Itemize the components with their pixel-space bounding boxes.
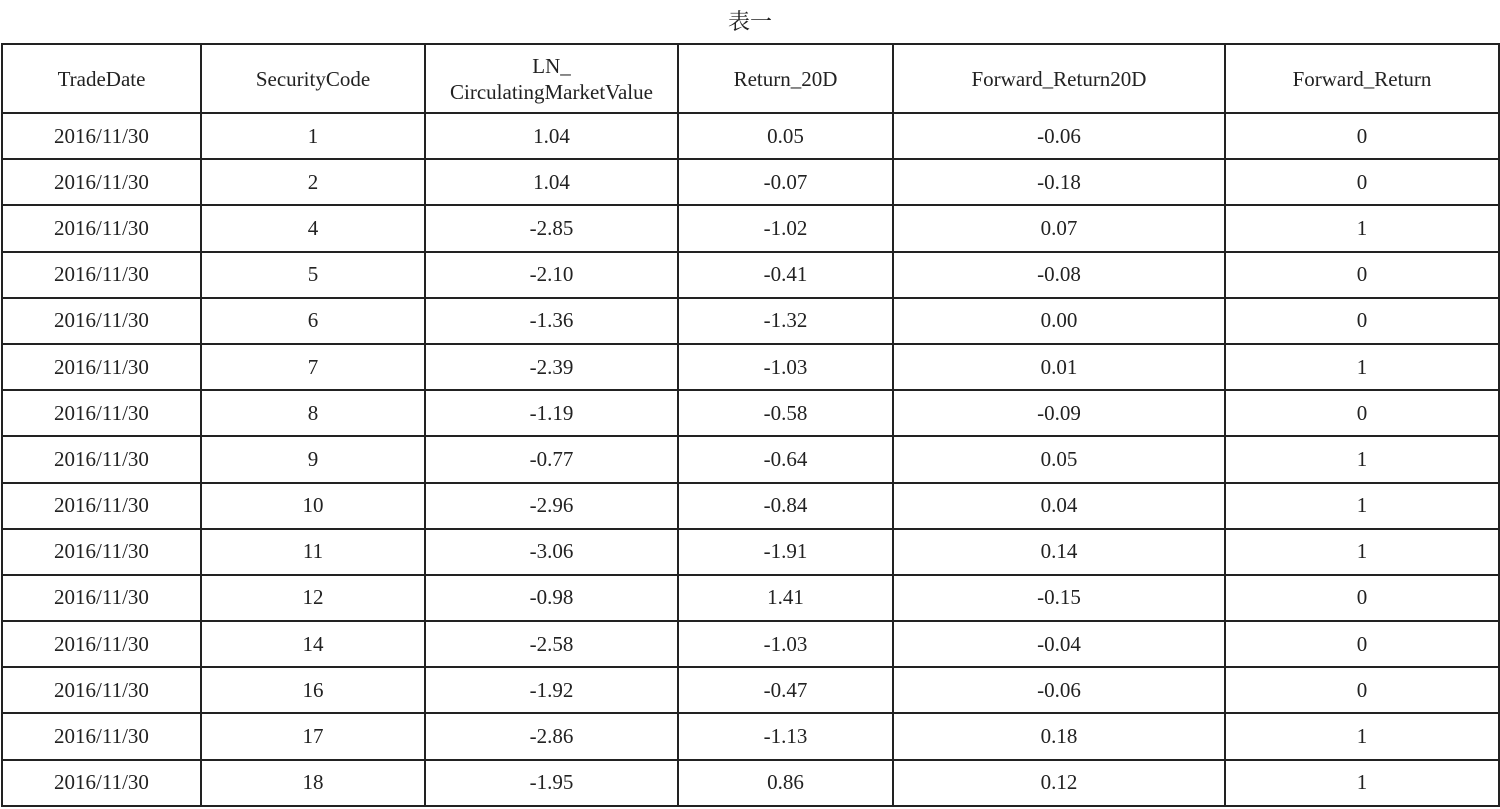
header-row: [2, 44, 1499, 113]
table-cell: 2016/11/30: [2, 667, 201, 713]
table-cell: -2.10: [425, 252, 678, 298]
table-cell: 0: [1225, 575, 1499, 621]
column-header-label: Forward_Return: [1292, 66, 1432, 91]
table-cell: 1: [1225, 760, 1499, 806]
column-header-label: CirculatingMarketValue: [450, 79, 653, 104]
table-cell: -0.98: [425, 575, 678, 621]
table-cell: 1.04: [425, 159, 678, 205]
table-row: [2, 713, 1499, 759]
table-cell: 2016/11/30: [2, 252, 201, 298]
table-cell: -2.86: [425, 713, 678, 759]
table-cell: -0.06: [893, 667, 1225, 713]
table-cell: 0.12: [893, 760, 1225, 806]
table-cell: -1.03: [678, 621, 893, 667]
table-caption: 表一: [727, 10, 772, 35]
table-cell: 2016/11/30: [2, 205, 201, 251]
table-row: [2, 252, 1499, 298]
table-cell: 1.04: [425, 113, 678, 159]
column-header: [2, 44, 201, 113]
table-cell: -1.92: [425, 667, 678, 713]
table-cell: 1: [1225, 713, 1499, 759]
table-cell: 0.07: [893, 205, 1225, 251]
table-cell: -0.06: [893, 113, 1225, 159]
table-cell: 0.04: [893, 483, 1225, 529]
table-cell: -0.58: [678, 390, 893, 436]
table-cell: 0: [1225, 390, 1499, 436]
table-cell: 2016/11/30: [2, 621, 201, 667]
table-cell: 0.05: [678, 113, 893, 159]
table-cell: 7: [201, 344, 425, 390]
table-cell: 1: [1225, 483, 1499, 529]
table-cell: 1.41: [678, 575, 893, 621]
table-cell: 0.05: [893, 436, 1225, 482]
table-cell: 0.00: [893, 298, 1225, 344]
table-cell: 1: [1225, 205, 1499, 251]
table-cell: -0.64: [678, 436, 893, 482]
table-body: [2, 113, 1499, 806]
table-cell: 0: [1225, 298, 1499, 344]
table-cell: -0.47: [678, 667, 893, 713]
table-cell: 0.14: [893, 529, 1225, 575]
table-cell: 17: [201, 713, 425, 759]
table-cell: 2016/11/30: [2, 390, 201, 436]
column-header: [678, 44, 893, 113]
table-cell: 5: [201, 252, 425, 298]
table-cell: 18: [201, 760, 425, 806]
column-header: [425, 44, 678, 113]
table-cell: 10: [201, 483, 425, 529]
table-row: [2, 760, 1499, 806]
table-cell: -0.84: [678, 483, 893, 529]
column-header-label: LN_: [532, 53, 571, 78]
table-cell: -3.06: [425, 529, 678, 575]
table-cell: 2016/11/30: [2, 159, 201, 205]
table-row: [2, 621, 1499, 667]
column-header-label: SecurityCode: [255, 66, 371, 91]
table-row: [2, 205, 1499, 251]
table-cell: -1.95: [425, 760, 678, 806]
table-cell: 0: [1225, 667, 1499, 713]
table-row: [2, 390, 1499, 436]
table-cell: -1.13: [678, 713, 893, 759]
table-cell: -0.07: [678, 159, 893, 205]
table-cell: -2.58: [425, 621, 678, 667]
column-header: [893, 44, 1225, 113]
data-table: [1, 43, 1500, 807]
column-header-label: Forward_Return20D: [971, 66, 1147, 91]
table-cell: -0.15: [893, 575, 1225, 621]
table-cell: 2016/11/30: [2, 113, 201, 159]
table-row: [2, 159, 1499, 205]
table-cell: 2016/11/30: [2, 436, 201, 482]
table-cell: 2016/11/30: [2, 529, 201, 575]
table-row: [2, 113, 1499, 159]
table-cell: -1.19: [425, 390, 678, 436]
table-cell: -2.39: [425, 344, 678, 390]
table-cell: 11: [201, 529, 425, 575]
table-cell: 0.86: [678, 760, 893, 806]
table-cell: 2016/11/30: [2, 298, 201, 344]
table-row: [2, 529, 1499, 575]
table-cell: 0: [1225, 159, 1499, 205]
table-cell: 16: [201, 667, 425, 713]
table-row: [2, 483, 1499, 529]
table-cell: 0: [1225, 113, 1499, 159]
table-cell: -0.18: [893, 159, 1225, 205]
column-header: [1225, 44, 1499, 113]
table-row: [2, 667, 1499, 713]
column-header: [201, 44, 425, 113]
table-cell: 1: [1225, 344, 1499, 390]
table-cell: 9: [201, 436, 425, 482]
table-cell: 14: [201, 621, 425, 667]
table-cell: 2016/11/30: [2, 760, 201, 806]
table-cell: -2.96: [425, 483, 678, 529]
table-row: [2, 575, 1499, 621]
table-cell: -0.04: [893, 621, 1225, 667]
table-cell: -1.02: [678, 205, 893, 251]
table-header: [2, 44, 1499, 113]
table-cell: 8: [201, 390, 425, 436]
table-cell: 2: [201, 159, 425, 205]
table-row: [2, 298, 1499, 344]
table-cell: 2016/11/30: [2, 575, 201, 621]
table-row: [2, 344, 1499, 390]
table-cell: 1: [1225, 529, 1499, 575]
table-cell: 12: [201, 575, 425, 621]
table-cell: -1.36: [425, 298, 678, 344]
table-row: [2, 436, 1499, 482]
table-cell: 1: [1225, 436, 1499, 482]
table-cell: -0.41: [678, 252, 893, 298]
table-cell: 0.18: [893, 713, 1225, 759]
table-cell: 6: [201, 298, 425, 344]
table-cell: 2016/11/30: [2, 483, 201, 529]
table-cell: 0: [1225, 252, 1499, 298]
table-cell: -0.09: [893, 390, 1225, 436]
column-header-label: TradeDate: [57, 66, 146, 91]
table-cell: 0.01: [893, 344, 1225, 390]
table-cell: -1.91: [678, 529, 893, 575]
table-cell: 2016/11/30: [2, 713, 201, 759]
table-cell: -2.85: [425, 205, 678, 251]
table-cell: -0.08: [893, 252, 1225, 298]
table-cell: 2016/11/30: [2, 344, 201, 390]
table-cell: -0.77: [425, 436, 678, 482]
table-cell: 4: [201, 205, 425, 251]
column-header-label: Return_20D: [733, 66, 838, 91]
table-cell: 1: [201, 113, 425, 159]
table-cell: -1.03: [678, 344, 893, 390]
table-cell: 0: [1225, 621, 1499, 667]
table-cell: -1.32: [678, 298, 893, 344]
